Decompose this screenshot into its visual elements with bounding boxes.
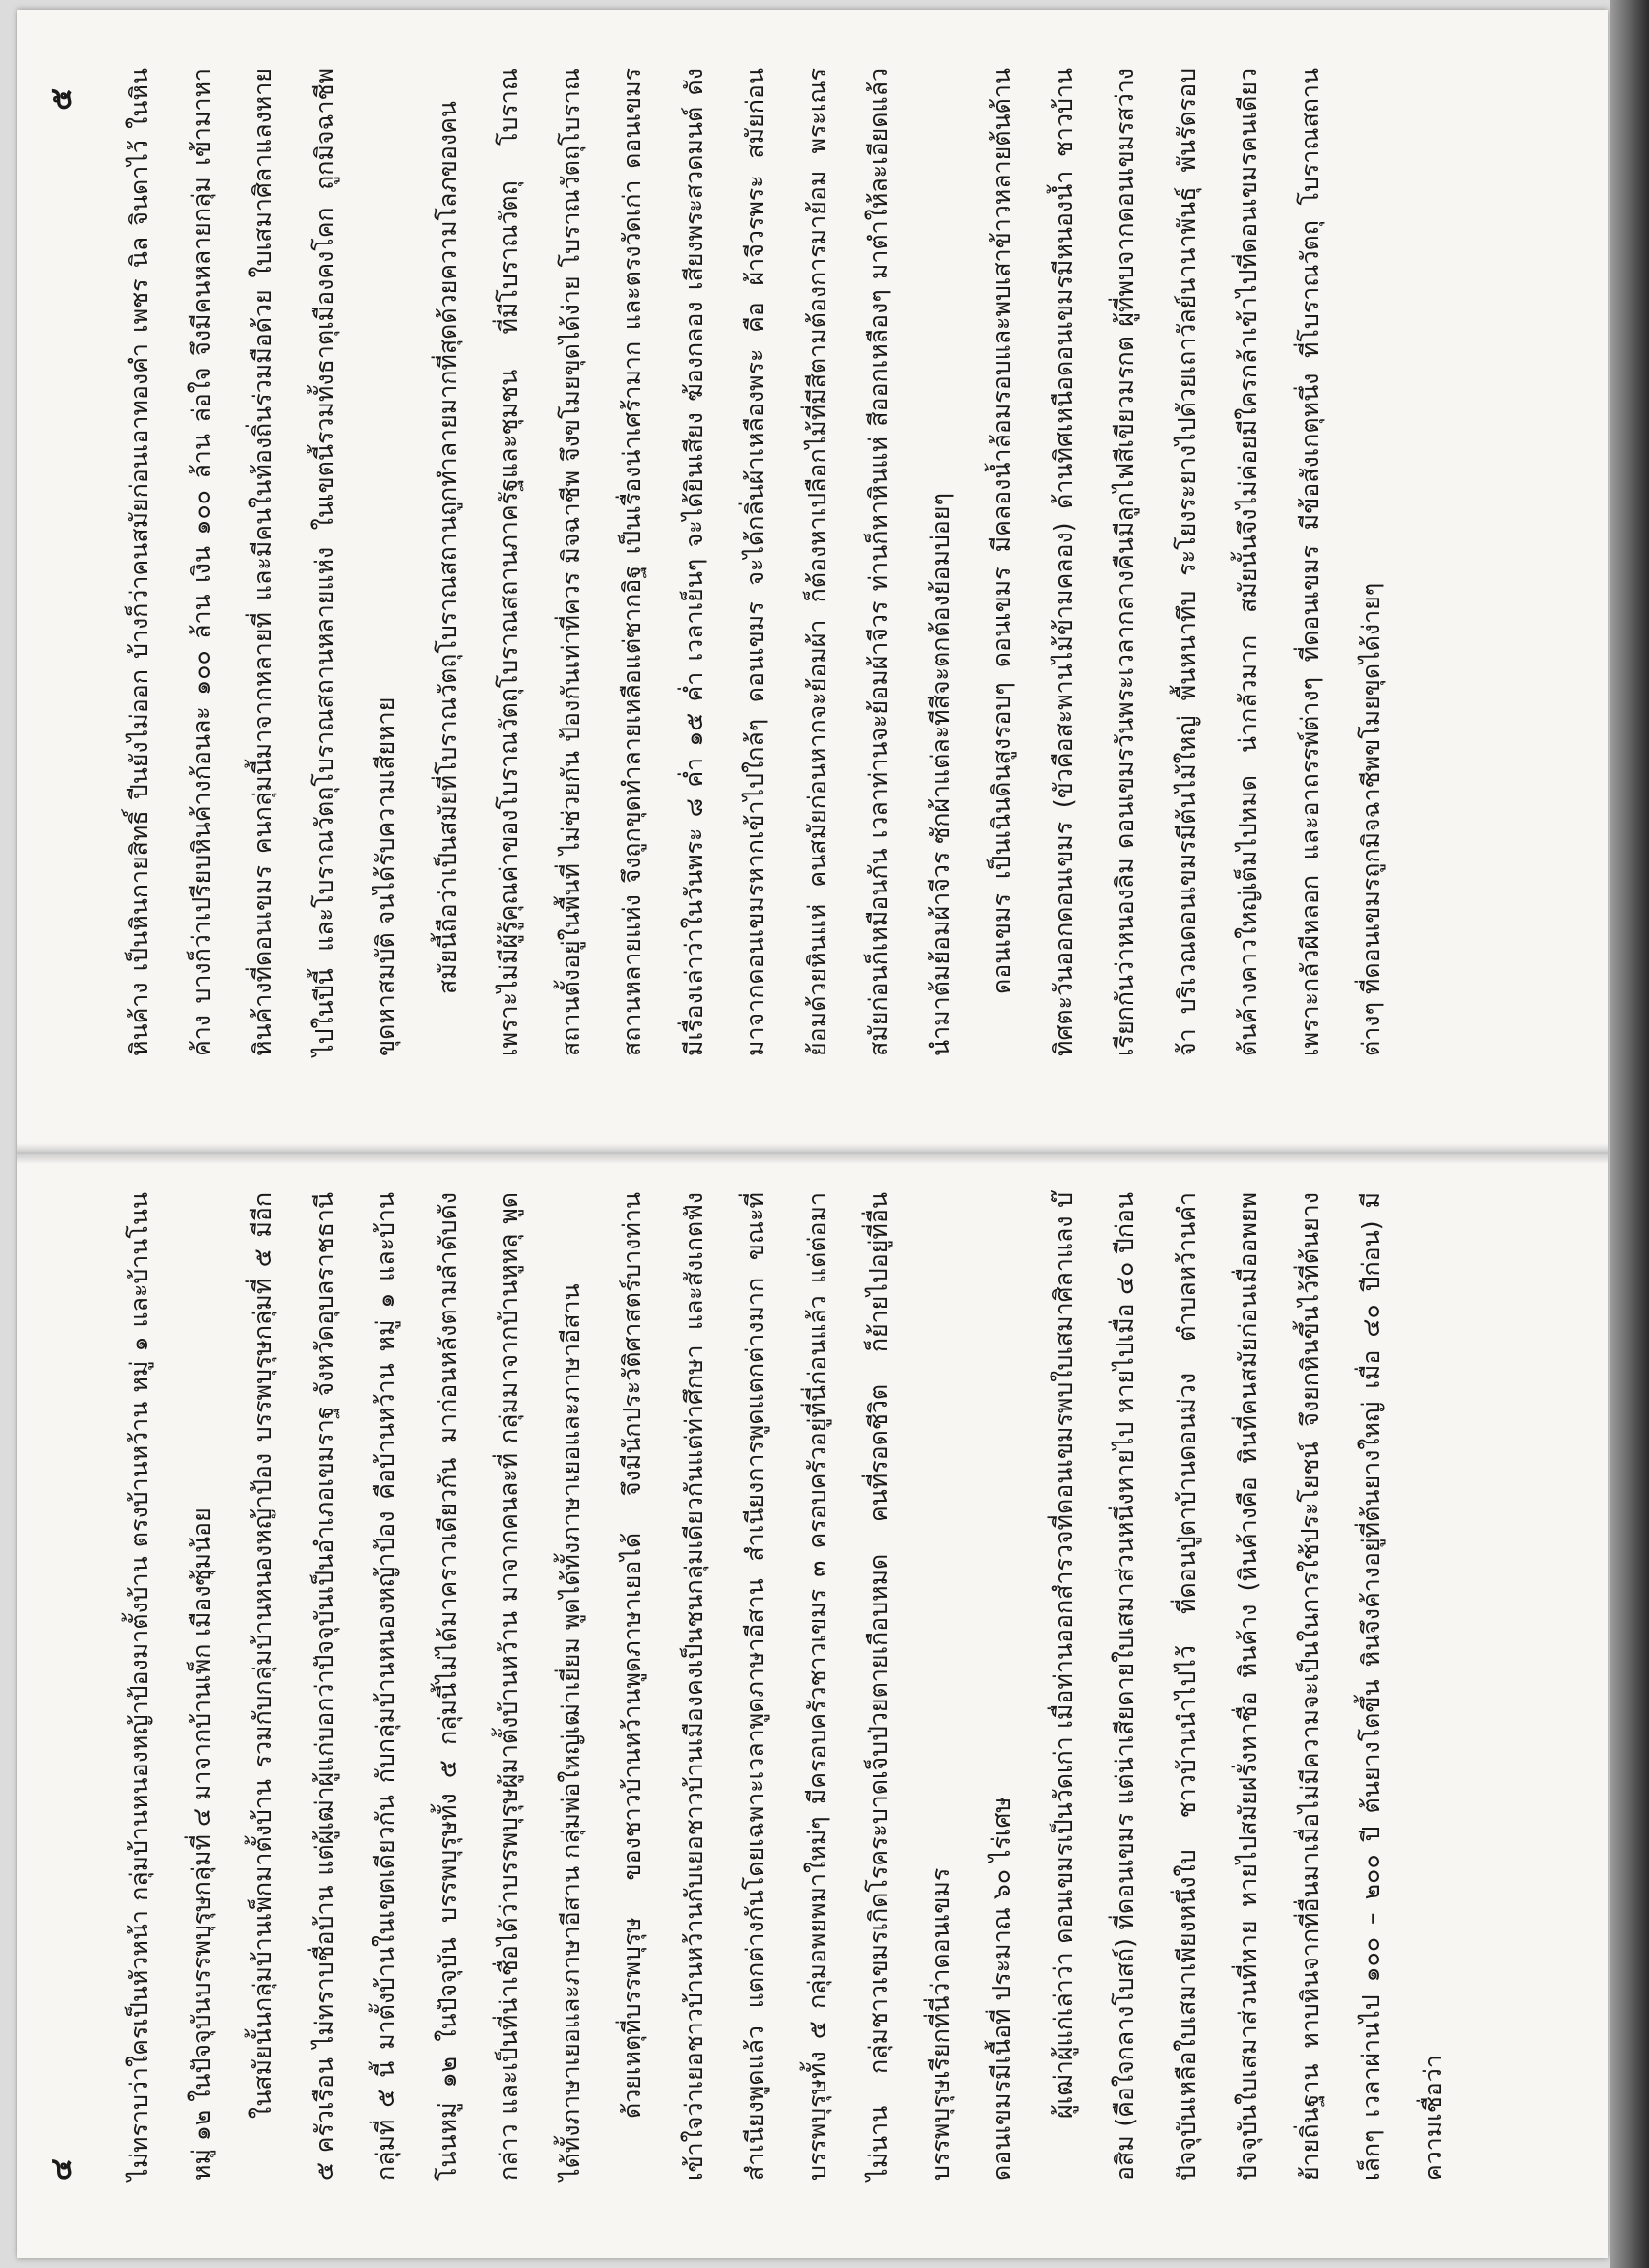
page-body	[109, 1192, 1464, 2181]
left-page	[0, 1124, 1591, 2249]
paragraph: ดอนเขมรมีเนื้อที่ ประมาณ ๖๐ ไร่เศษ	[987, 1797, 1016, 2181]
page-number: ๕	[45, 87, 79, 111]
paragraph: สมัยนี้ถือว่าเป็นสมัยที่โบราณวัตถุโบราณสถานถูกทำลายมากที่สุดด้วยความโลภของคน เพราะไม่มีผู้รู้คุณค่าของโบราณวัตถุโบราณสถานภาครัฐและชุมชน ที่มีโบราณวัตถุ โบราณสถานตั้งอยู่ในพื้นที่ ไม่ช่วยกัน ป้องกันเท่าที่ควร มิจฉาชีพ จึงขโมยขุดได้ง่าย โบราณวัตถุโบราณสถานหลายแห่ง จึงถูกขุดทำลายเหลือแต่ซากอิฐ เป็นเรื่องน่าเศร้ามาก และตรงวัดเก่า ดอนเขมรมีเรื่องเล่าว่าในวันพระ ๘ ค่ำ ๑๕ ค่ำ เวลาเย็นๆ จะได้ยินเสียง ฆ้องกลอง เสียงพระสวดมนต์ ดังมาจากดอนเขมรหากเข้าไปใกล้ๆ ดอนเขมร จะได้กลิ่นผ้าเหลืองพระ คือ ผ้าจีวรพระ สมัยก่อนย้อมด้วยหินแห่ คนสมัยก่อนหากจะย้อมผ้า ก็ต้องหาเปลือกไม้ที่มีสีตามต้องการมาย้อม พระเณรสมัยก่อนก็เหมือนกัน เวลาท่านจะย้อมผ้าจีวร ท่านก็หาหินแห่ สีออกเหลืองๆ มาตำให้ละเอียดแล้วนำมาต้มย้อมผ้าจีวร ซักผ้าแต่ละทีสีจะตกต้องย้อมบ่อยๆ	[433, 68, 954, 1056]
page-body	[109, 68, 1403, 1056]
paragraph: ดอนเขมร เป็นเนินดินสูงรอบๆ ดอนเขมร มีคลองน้ำล้อมรอบและพบเสาข้าวหลายต้นด้านทิศตะวันออกดอนเขมร (ขัวคือสะพานไม้ข้ามคลอง) ด้านทิศเหนือดอนเขมรมีหนองน้ำ ชาวบ้านเรียกกันว่าหนองลิม ดอนเขมรวันพระเวลากลางคืนมีลูกไฟสีเขียวมรกต ผู้ที่พบจากดอนเขมรสว่างจ้า บริเวณดอนเขมรมีต้นไม้ใหญ่ พื้นหนาทึบ ระโยงระยางไปด้วยเถาวัลย์นานาพันธุ์ พันรัดรอบต้นค้างคาวใหญ่เต็มไปหมด น่ากลัวมาก สมัยนั้นจึงไม่ค่อยมีใครกล้าเข้าไปที่ดอนเขมรคนเดียว เพราะกลัวผีหลอก และอาถรรพ์ต่างๆ ที่ดอนเขมร มีข้อสังเกตุหนึ่ง ที่โบราณวัตถุ โบราณสถานต่างๆ ที่ดอนเขมรถูกมิจฉาชีพขโมยขุดได้ง่ายๆ	[987, 68, 1385, 1056]
paragraph: หินค้าง เป็นหินกายสิทธิ์ ปีนยังไม่ออก บ้างก็ว่าคนสมัยก่อนเอาทองคำ เพชร นิล จินดาไว้ ในหินค้าง บางก็ว่าเปรียบหินค้างก้อนละ ๑๐๐ ล้าน เงิน ๑๐๐ ล้าน ล่อใจ จึงมีคนหลายกลุ่ม เข้ามาหาหินค้างที่ดอนเขมร คนกลุ่มนี้มาจากหลายที่ และมีคนในท้องถิ่นร่วมมือด้วย ใบเสมาศิลาแลงหายไปในปีนี้ และโบราณวัตถุโบราณสถานหลายแห่ง ในเขตนี้รวมทั้งธาตุเมืองคงโคก ถูกมิจฉาชีพขุดหาสมบัติ จนได้รับความเสียหาย	[125, 68, 400, 1056]
scanner-edge-shadow	[1610, 0, 1649, 2268]
page-number: ๔	[45, 2157, 79, 2181]
paragraph: ในสมัยนั้นกลุ่มบ้านเพ็กมาตั้งบ้าน รวมกับกลุ่มบ้านหนองหญ้าป้อง บรรพบุรุษกลุ่มที่ ๕ มีอีก ๕ ครัวเรือน ไม่ทราบชื่อบ้าน แต่ผู้เฒ่าผู้แก่บอกว่าปัจจุบันเป็นอำเภอเขมราฐ จังหวัดอุบลราชธานี กลุ่มที่ ๕ นี้ มาตั้งบ้านในเขตเดียวกัน กับกลุ่มบ้านหนองหญ้าป้อง คือบ้านหว้าน หมู่ ๑ และบ้านโนนหมู่ ๑๒ ในปัจจุบัน บรรพบุรุษทั้ง ๕ กลุ่มนี้ไม่ได้มาคราวเดียวกัน มาก่อนหลังตามลำดับดังกล่าว และเป็นที่น่าเชื่อได้ว่าบรรพบุรุษผู้มาตั้งบ้านหว้าน มาจากคนละที่ กลุ่มมาจากบ้านหูหลุ พูดได้ทั้งภาษาเยอและภาษาอีสาน กลุ่มพ่อใหญ่เฒ่าเยี่ยม พูดได้ทั้งภาษาเยอและภาษาอีสาน	[248, 1192, 585, 2181]
paragraph: ผู้เฒ่าผู้แก่เล่าว่า ดอนเขมรเป็นวัดเก่า เมื่อท่านออกสำรวจที่ดอนเขมรพบใบเสมาศิลาแลง บ๊อสิม (คือใจกลางโบสถ์) ที่ดอนเขมร แต่น่าเสียดายใบเสมาส่วนหนึ่งหายไป หายไปเมื่อ ๔๐ ปีก่อน ปัจจุบันเหลือใบเสมาเพียงหนึ่งใบ ชาวบ้านนำไปไว้ ที่ดอนปู่ตาบ้านดอนม่วง ตำบลหว้านคำ ปัจจุบันใบเสมาส่วนที่หาย หายไปสมัยฝรั่งหาชื่อ หินค้าง (หินค้างคือ หินที่คนสมัยก่อนเมื่ออพยพย้ายถิ่นฐาน หาบหินจากที่อื่นมาเมื่อไม่มีความจะเป็นในการใช้ประโยชน์ จึงยกหินขึ้นไว้ที่ต้นยางเล็กๆ เวลาผ่านไป ๑๐๐ – ๒๐๐ ปี ต้นยางโตขึ้น หินจึงค้างอยู่ที่ต้นยางใหญ่ เมื่อ ๔๐ ปีก่อน) มีความเชื่อว่า	[1049, 1192, 1447, 2181]
right-page	[0, 0, 1591, 1124]
paragraph: ด้วยเหตุที่บรรพบุรุษ ของชาวบ้านหว้านพูดภาษาเยอได้ จึงมีนักประวัติศาสตร์บางท่านเข้าใจว่าเยอชาวบ้านหว้านกับเยอชาวบ้านเมืองคงเป็นชนกลุ่มเดียวกันแต่ท่าศึกษา และสังเกตฟังสำเนียงพูดแล้ว แตกต่างกันโดยเฉพาะเวลาพูดภาษาอีสาน สำเนียงการพูดแตกต่างมาก ขณะที่บรรพบุรุษทั้ง ๕ กลุ่มอพยพมาใหม่ๆ มีครอบครัวชาวเขมร ๓ ครอบครัวอยู่ที่นี่ก่อนแล้ว แต่ต่อมาไม่นาน กลุ่มชาวเขมรเกิดโรคระบาดเจ็บป่วยตายเกือบหมด คนที่รอดชีวิต ก็ย้ายไปอยู่ที่อื่น บรรพบุรุษเรียกที่นี่ว่าดอนเขมร	[618, 1192, 954, 2181]
paragraph: ไม่ทราบว่าใครเป็นหัวหน้า กลุ่มบ้านหนองหญ้าป้องมาตั้งบ้าน ตรงบ้านหว้าน หมู่ ๑ และบ้านโนนหมู่ ๑๒ ในปัจจุบันบรรพบุรุษกลุ่มที่ ๔ มาจากบ้านเพ็ก เมืองซุ้มน้อย	[125, 1192, 215, 2181]
